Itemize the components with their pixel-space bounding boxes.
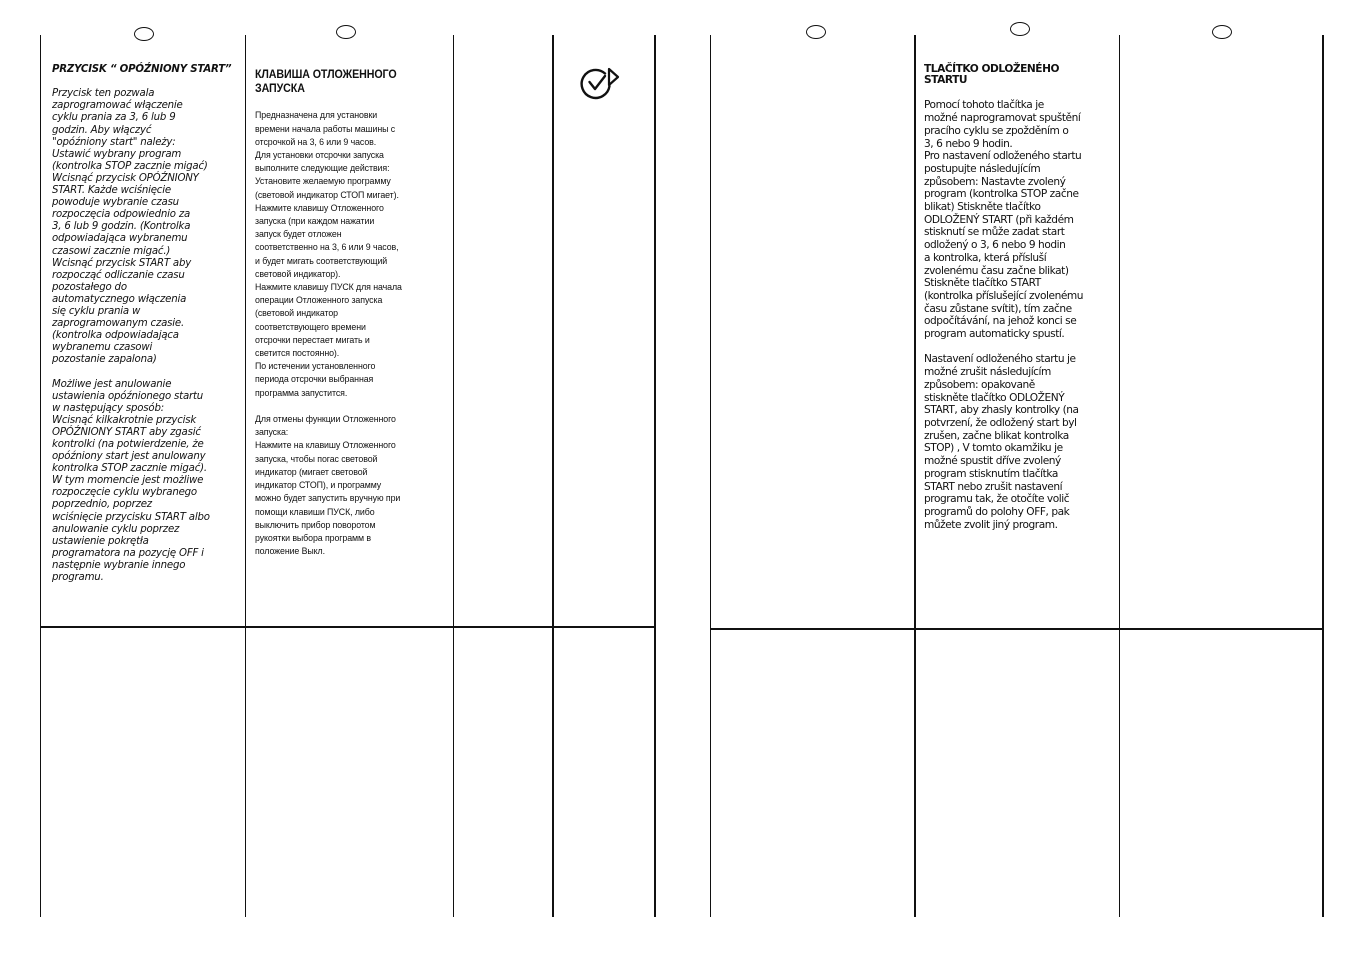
- russian-body: Предназначена для установки времени начала работы машины с отсрочкой на 3, 6 или 9 часов. Для установки отсрочки запуска выполните следующие действия: Установите желаемую программу (световой индикатор СТОП мигает). Нажмите клавишу Отложенного запуска (при каждом нажатии запуск будет отложен соответственно на 3, 6 или 9 часов, и будет мигать соответствующий световой индикатор). Нажмите клавишу ПУСК для начала операции Отложенного запуска (световой индикатор соответствующего времени отсрочки перестает мигать и светится постоянно). По истечении установленного периода отсрочки выбранная программа запустится. Для отмены функции Отложенного запуска: Нажмите на клавишу Отложенного запуска, чтобы погас световой индикатор (мигает световой индикатор СТОП), и программу можно будет запустить вручную при помощи клавиши ПУСК, либо выключить прибор поворотом рукоятки выбора программ в положение Выкл.: [255, 110, 402, 558]
- czech-body: Pomocí tohoto tlačítka je možné naprogramovat spuštění pracího cyklu se zpožděním o 3, 6 nebo 9 hodin. Pro nastavení odloženého startu postupujte následujícím způsobem: Nastavte zvolený program (kontrolka STOP začne blikat) Stiskněte tlačítko ODLOŽENÝ START (při každém stisknutí se může zadat start odložený o 3, 6 nebo 9 hodin a kontrolka, která přísluší zvolenému času začne blikat) Stiskněte tlačítko START (kontrolka příslušející zvolenému času zůstane svítit), tím začne odpočítávání, na jehož konci se program automaticky spustí. Nastavení odloženého startu je možné zrušit následujícím způsobem: opakovaně stiskněte tlačítko ODLOŽENÝ START, aby zhasly kontrolky (na potvrzení, že odložený start byl zrušen, začne blikat kontrolka STOP) , V tomto okamžiku je možné spustit dříve zvolený program stisknutím tlačítka START nebo zrušit nastavení programu tak, že otočíte volič programů do polohy OFF, pak můžete zvolit jiný program.: [924, 99, 1084, 531]
- column-rule: [552, 35, 554, 917]
- column-rule: [1119, 35, 1120, 917]
- column-rule: [453, 35, 454, 917]
- column-rule: [245, 35, 246, 917]
- column-rule: [1322, 35, 1324, 917]
- russian-heading: КЛАВИША ОТЛОЖЕННОГО ЗАПУСКА: [255, 68, 397, 96]
- oval-language-marker-icon: [1010, 22, 1030, 36]
- oval-language-marker-icon: [1212, 25, 1232, 39]
- column-rule: [654, 35, 656, 917]
- delay-start-clock-icon: [580, 64, 622, 102]
- column-rule: [710, 35, 711, 917]
- oval-language-marker-icon: [336, 25, 356, 39]
- column-rule: [914, 35, 916, 917]
- oval-language-marker-icon: [134, 27, 154, 41]
- oval-language-marker-icon: [806, 25, 826, 39]
- polish-section: [52, 52, 244, 596]
- polish-body: Przycisk ten pozwala zaprogramować włączenie cyklu prania za 3, 6 lub 9 godzin. Aby włączyć "opóźniony start" należy: Ustawić wybrany program (kontrolka STOP zacznie migać) Wcisnąć przycisk OPÓŹNIONY START. Każde wciśnięcie powoduje wybranie czasu rozpoczęcia odpowiednio za 3, 6 lub 9 godzin. (Kontrolka odpowiadająca wybranemu czasowi zacznie migać.) Wcisnąć przycisk START aby rozpocząć odliczanie czasu pozostałego do automatycznego włączenia się cyklu prania w zaprogramowanym czasie. (kontrolka odpowiadająca wybranemu czasowi pozostanie zapalona) Możliwe jest anulowanie ustawienia opóźnionego startu w następujący sposób: Wcisnąć kilkakrotnie przycisk OPÓŹNIONY START aby zgasić kontrolki (na potwierdzenie, że opóźniony start jest anulowany kontrolka STOP zacznie migać). W tym momencie jest możliwe rozpoczęcie cyklu wybranego poprzednio, poprzez wciśnięcie przycisku START albo anulowanie cyklu poprzez ustawienie pokrętła programatora na pozycję OFF i następnie wybranie innego programu.: [52, 88, 210, 584]
- column-rule: [40, 35, 41, 917]
- russian-section: [255, 55, 432, 572]
- czech-heading: TLAČÍTKO ODLOŽENÉHO STARTU: [924, 62, 1060, 87]
- czech-section: [924, 51, 1114, 544]
- section-divider: [710, 628, 1324, 630]
- polish-heading: PRZYCISK “ OPÓŹNIONY START”: [52, 64, 232, 76]
- section-divider: [40, 626, 656, 628]
